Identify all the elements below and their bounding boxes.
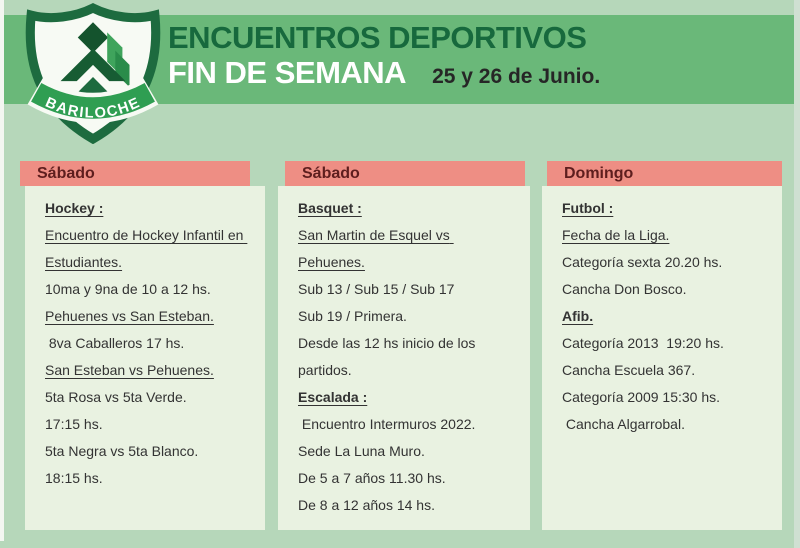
schedule-line: 10ma y 9na de 10 a 12 hs.	[45, 281, 211, 297]
event-card-sunday-futbol	[542, 161, 782, 530]
schedule-line: De 8 a 12 años 14 hs.	[298, 497, 435, 513]
flyer-title-line1: ENCUENTROS DEPORTIVOS	[168, 20, 587, 55]
logo-city-label: BARILOCHE	[42, 94, 144, 122]
card-day-header: Sábado	[20, 161, 250, 186]
event-card-saturday-hockey	[25, 161, 265, 530]
schedule-line: Sub 13 / Sub 15 / Sub 17	[298, 281, 455, 297]
schedule-line: Cancha Escuela 367.	[562, 362, 696, 378]
page-left-border	[0, 0, 4, 541]
card-schedule-list	[542, 186, 782, 530]
card-schedule-list	[278, 186, 530, 530]
card-schedule-list	[25, 186, 265, 530]
page-right-border	[794, 0, 800, 548]
schedule-line: Cancha Don Bosco.	[562, 281, 687, 297]
schedule-line: 8va Caballeros 17 hs.	[45, 335, 185, 351]
schedule-line: Escalada :	[298, 389, 368, 405]
schedule-line: Hockey :	[45, 200, 104, 216]
card-day-header: Domingo	[547, 161, 782, 186]
schedule-line: Cancha Algarrobal.	[562, 416, 685, 432]
schedule-line: Encuentro de Hockey Infantil en Estudiantes.	[45, 227, 248, 270]
schedule-line: De 5 a 7 años 11.30 hs.	[298, 470, 446, 486]
schedule-line: San Esteban vs Pehuenes.	[45, 362, 214, 378]
schedule-line: Categoría 2013 19:20 hs.	[562, 335, 724, 351]
schedule-line: Sede La Luna Muro.	[298, 443, 425, 459]
schedule-line: 18:15 hs.	[45, 470, 103, 486]
schedule-line: Categoría 2009 15:30 hs.	[562, 389, 721, 405]
schedule-line: 5ta Negra vs 5ta Blanco.	[45, 443, 199, 459]
event-card-saturday-basquet-escalada	[278, 161, 530, 530]
schedule-line: Fecha de la Liga.	[562, 227, 670, 243]
schedule-line: Encuentro Intermuros 2022.	[298, 416, 476, 432]
schedule-line: San Martin de Esquel vs Pehuenes.	[298, 227, 454, 270]
logo-ribbon	[35, 91, 151, 122]
schedule-line: Sub 19 / Primera.	[298, 308, 407, 324]
schedule-line: Pehuenes vs San Esteban.	[45, 308, 214, 324]
event-dates: 25 y 26 de Junio.	[432, 65, 601, 88]
schedule-line: Basquet :	[298, 200, 362, 216]
schedule-line: Futbol :	[562, 200, 614, 216]
schedule-line: Afib.	[562, 308, 594, 324]
card-day-header: Sábado	[285, 161, 525, 186]
schedule-line: 17:15 hs.	[45, 416, 103, 432]
schedule-line: Categoría sexta 20.20 hs.	[562, 254, 723, 270]
schedule-line: 5ta Rosa vs 5ta Verde.	[45, 389, 187, 405]
schedule-line: Desde las 12 hs inicio de los partidos.	[298, 335, 480, 378]
bariloche-logo	[22, 2, 164, 144]
flyer-title-block	[168, 21, 600, 91]
flyer-title-line2: FIN DE SEMANA	[168, 55, 407, 90]
